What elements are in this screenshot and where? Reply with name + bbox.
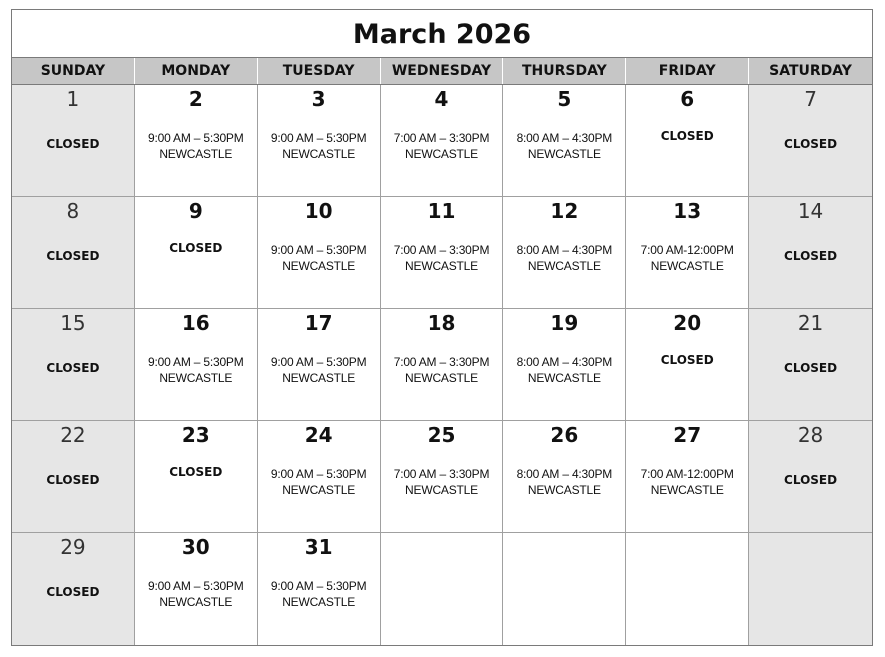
day-cell [12, 85, 135, 197]
hours-text: 9:00 AM – 5:30PM [148, 579, 244, 593]
day-cell [12, 197, 135, 309]
day-cell [749, 85, 872, 197]
day-number: 4 [434, 87, 449, 111]
day-number: 3 [311, 87, 326, 111]
day-cell [258, 309, 381, 421]
day-number: 22 [60, 423, 86, 447]
closed-label: CLOSED [169, 465, 223, 479]
location-text: NEWCASTLE [282, 371, 356, 385]
day-cell [626, 85, 749, 197]
day-number: 11 [427, 199, 456, 223]
day-number: 13 [673, 199, 702, 223]
closed-label: CLOSED [46, 137, 100, 151]
closed-label: CLOSED [46, 361, 100, 375]
day-number: 23 [181, 423, 210, 447]
day-schedule [503, 466, 625, 498]
hours-text: 9:00 AM – 5:30PM [148, 131, 244, 145]
closed-label: CLOSED [784, 249, 838, 263]
empty-day-cell [749, 533, 872, 645]
hours-text: 7:00 AM – 3:30PM [393, 243, 490, 257]
empty-day-cell [626, 533, 749, 645]
day-schedule [626, 242, 748, 274]
day-cell [12, 309, 135, 421]
location-text: NEWCASTLE [650, 259, 724, 273]
location-text: NEWCASTLE [282, 147, 356, 161]
calendar [11, 9, 873, 646]
day-number: 31 [304, 535, 333, 559]
day-cell [135, 197, 258, 309]
day-number: 25 [427, 423, 456, 447]
day-number: 9 [188, 199, 203, 223]
location-text: NEWCASTLE [159, 595, 233, 609]
day-schedule [381, 354, 503, 386]
day-cell [258, 533, 381, 645]
day-schedule [135, 354, 257, 386]
day-number: 19 [550, 311, 579, 335]
location-text: NEWCASTLE [282, 483, 356, 497]
day-number: 12 [550, 199, 579, 223]
day-schedule [381, 130, 503, 162]
location-text: NEWCASTLE [527, 371, 601, 385]
day-number: 14 [797, 199, 824, 223]
closed-label: CLOSED [169, 241, 223, 255]
day-number: 17 [304, 311, 333, 335]
day-number: 24 [304, 423, 333, 447]
closed-label: CLOSED [46, 249, 100, 263]
day-cell [749, 421, 872, 533]
hours-text: 7:00 AM – 3:30PM [393, 467, 490, 481]
day-schedule [258, 578, 380, 610]
day-schedule [503, 354, 625, 386]
hours-text: 9:00 AM – 5:30PM [270, 355, 367, 369]
hours-text: 9:00 AM – 5:30PM [270, 131, 367, 145]
weekday-header-saturday: SATURDAY [769, 63, 852, 79]
day-schedule [258, 242, 380, 274]
day-number: 21 [797, 311, 824, 335]
day-number: 16 [181, 311, 210, 335]
calendar-title: March 2026 [12, 10, 872, 58]
day-cell [381, 85, 504, 197]
day-number: 10 [304, 199, 333, 223]
location-text: NEWCASTLE [527, 483, 601, 497]
day-schedule [258, 466, 380, 498]
weekday-header-friday: FRIDAY [626, 58, 749, 84]
hours-text: 7:00 AM – 3:30PM [393, 131, 490, 145]
closed-label: CLOSED [46, 585, 100, 599]
day-cell [381, 197, 504, 309]
location-text: NEWCASTLE [405, 371, 478, 385]
day-number: 2 [188, 87, 203, 111]
day-number: 8 [66, 199, 80, 223]
location-text: NEWCASTLE [282, 259, 356, 273]
closed-label: CLOSED [660, 129, 714, 143]
day-number: 15 [60, 311, 86, 335]
location-text: NEWCASTLE [159, 371, 233, 385]
location-text: NEWCASTLE [527, 147, 601, 161]
day-cell [135, 85, 258, 197]
day-schedule [626, 466, 748, 498]
location-text: NEWCASTLE [405, 259, 478, 273]
weekday-header-row [12, 58, 872, 85]
day-number: 5 [557, 87, 572, 111]
hours-text: 9:00 AM – 5:30PM [270, 579, 367, 593]
closed-label: CLOSED [46, 473, 100, 487]
day-cell [135, 309, 258, 421]
hours-text: 8:00 AM – 4:30PM [516, 355, 613, 369]
day-cell [135, 533, 258, 645]
empty-day-cell [503, 533, 626, 645]
location-text: NEWCASTLE [159, 147, 233, 161]
day-cell [503, 197, 626, 309]
day-cell [749, 309, 872, 421]
location-text: NEWCASTLE [405, 147, 478, 161]
day-cell [749, 197, 872, 309]
location-text: NEWCASTLE [405, 483, 478, 497]
day-cell [12, 533, 135, 645]
hours-text: 9:00 AM – 5:30PM [148, 355, 244, 369]
weekday-header-monday: MONDAY [135, 58, 258, 84]
hours-text: 9:00 AM – 5:30PM [270, 467, 367, 481]
empty-day-cell [381, 533, 504, 645]
day-number: 7 [804, 87, 817, 111]
day-schedule [258, 354, 380, 386]
day-number: 18 [427, 311, 456, 335]
day-number: 26 [550, 423, 579, 447]
closed-label: CLOSED [660, 353, 714, 367]
day-cell [381, 421, 504, 533]
hours-text: 7:00 AM-12:00PM [640, 243, 734, 257]
day-schedule [258, 130, 380, 162]
day-cell [258, 85, 381, 197]
day-cell [503, 309, 626, 421]
day-number: 29 [60, 535, 86, 559]
hours-text: 8:00 AM – 4:30PM [516, 467, 613, 481]
hours-text: 8:00 AM – 4:30PM [516, 243, 613, 257]
day-number: 20 [673, 311, 702, 335]
day-number: 6 [680, 87, 695, 111]
day-schedule [135, 578, 257, 610]
weekday-header-sunday: SUNDAY [12, 58, 135, 84]
hours-text: 8:00 AM – 4:30PM [516, 131, 613, 145]
day-cell [503, 85, 626, 197]
hours-text: 7:00 AM-12:00PM [640, 467, 734, 481]
day-cell [503, 421, 626, 533]
day-schedule [381, 466, 503, 498]
hours-text: 9:00 AM – 5:30PM [270, 243, 367, 257]
day-cell [381, 309, 504, 421]
calendar-grid [12, 85, 872, 645]
day-number: 28 [797, 423, 824, 447]
weekday-header-tuesday: TUESDAY [258, 58, 381, 84]
day-schedule [135, 130, 257, 162]
day-number: 1 [66, 87, 80, 111]
weekday-header-thursday: THURSDAY [503, 58, 626, 84]
day-cell [258, 197, 381, 309]
day-cell [626, 197, 749, 309]
day-schedule [503, 130, 625, 162]
day-number: 27 [673, 423, 702, 447]
closed-label: CLOSED [784, 137, 838, 151]
day-schedule [381, 242, 503, 274]
location-text: NEWCASTLE [282, 595, 356, 609]
location-text: NEWCASTLE [527, 259, 601, 273]
weekday-header-wednesday: WEDNESDAY [381, 58, 504, 84]
day-cell [258, 421, 381, 533]
day-cell [626, 421, 749, 533]
hours-text: 7:00 AM – 3:30PM [393, 355, 490, 369]
closed-label: CLOSED [784, 361, 838, 375]
closed-label: CLOSED [784, 473, 838, 487]
day-cell [12, 421, 135, 533]
day-cell [135, 421, 258, 533]
day-cell [626, 309, 749, 421]
location-text: NEWCASTLE [650, 483, 724, 497]
day-schedule [503, 242, 625, 274]
day-number: 30 [181, 535, 210, 559]
